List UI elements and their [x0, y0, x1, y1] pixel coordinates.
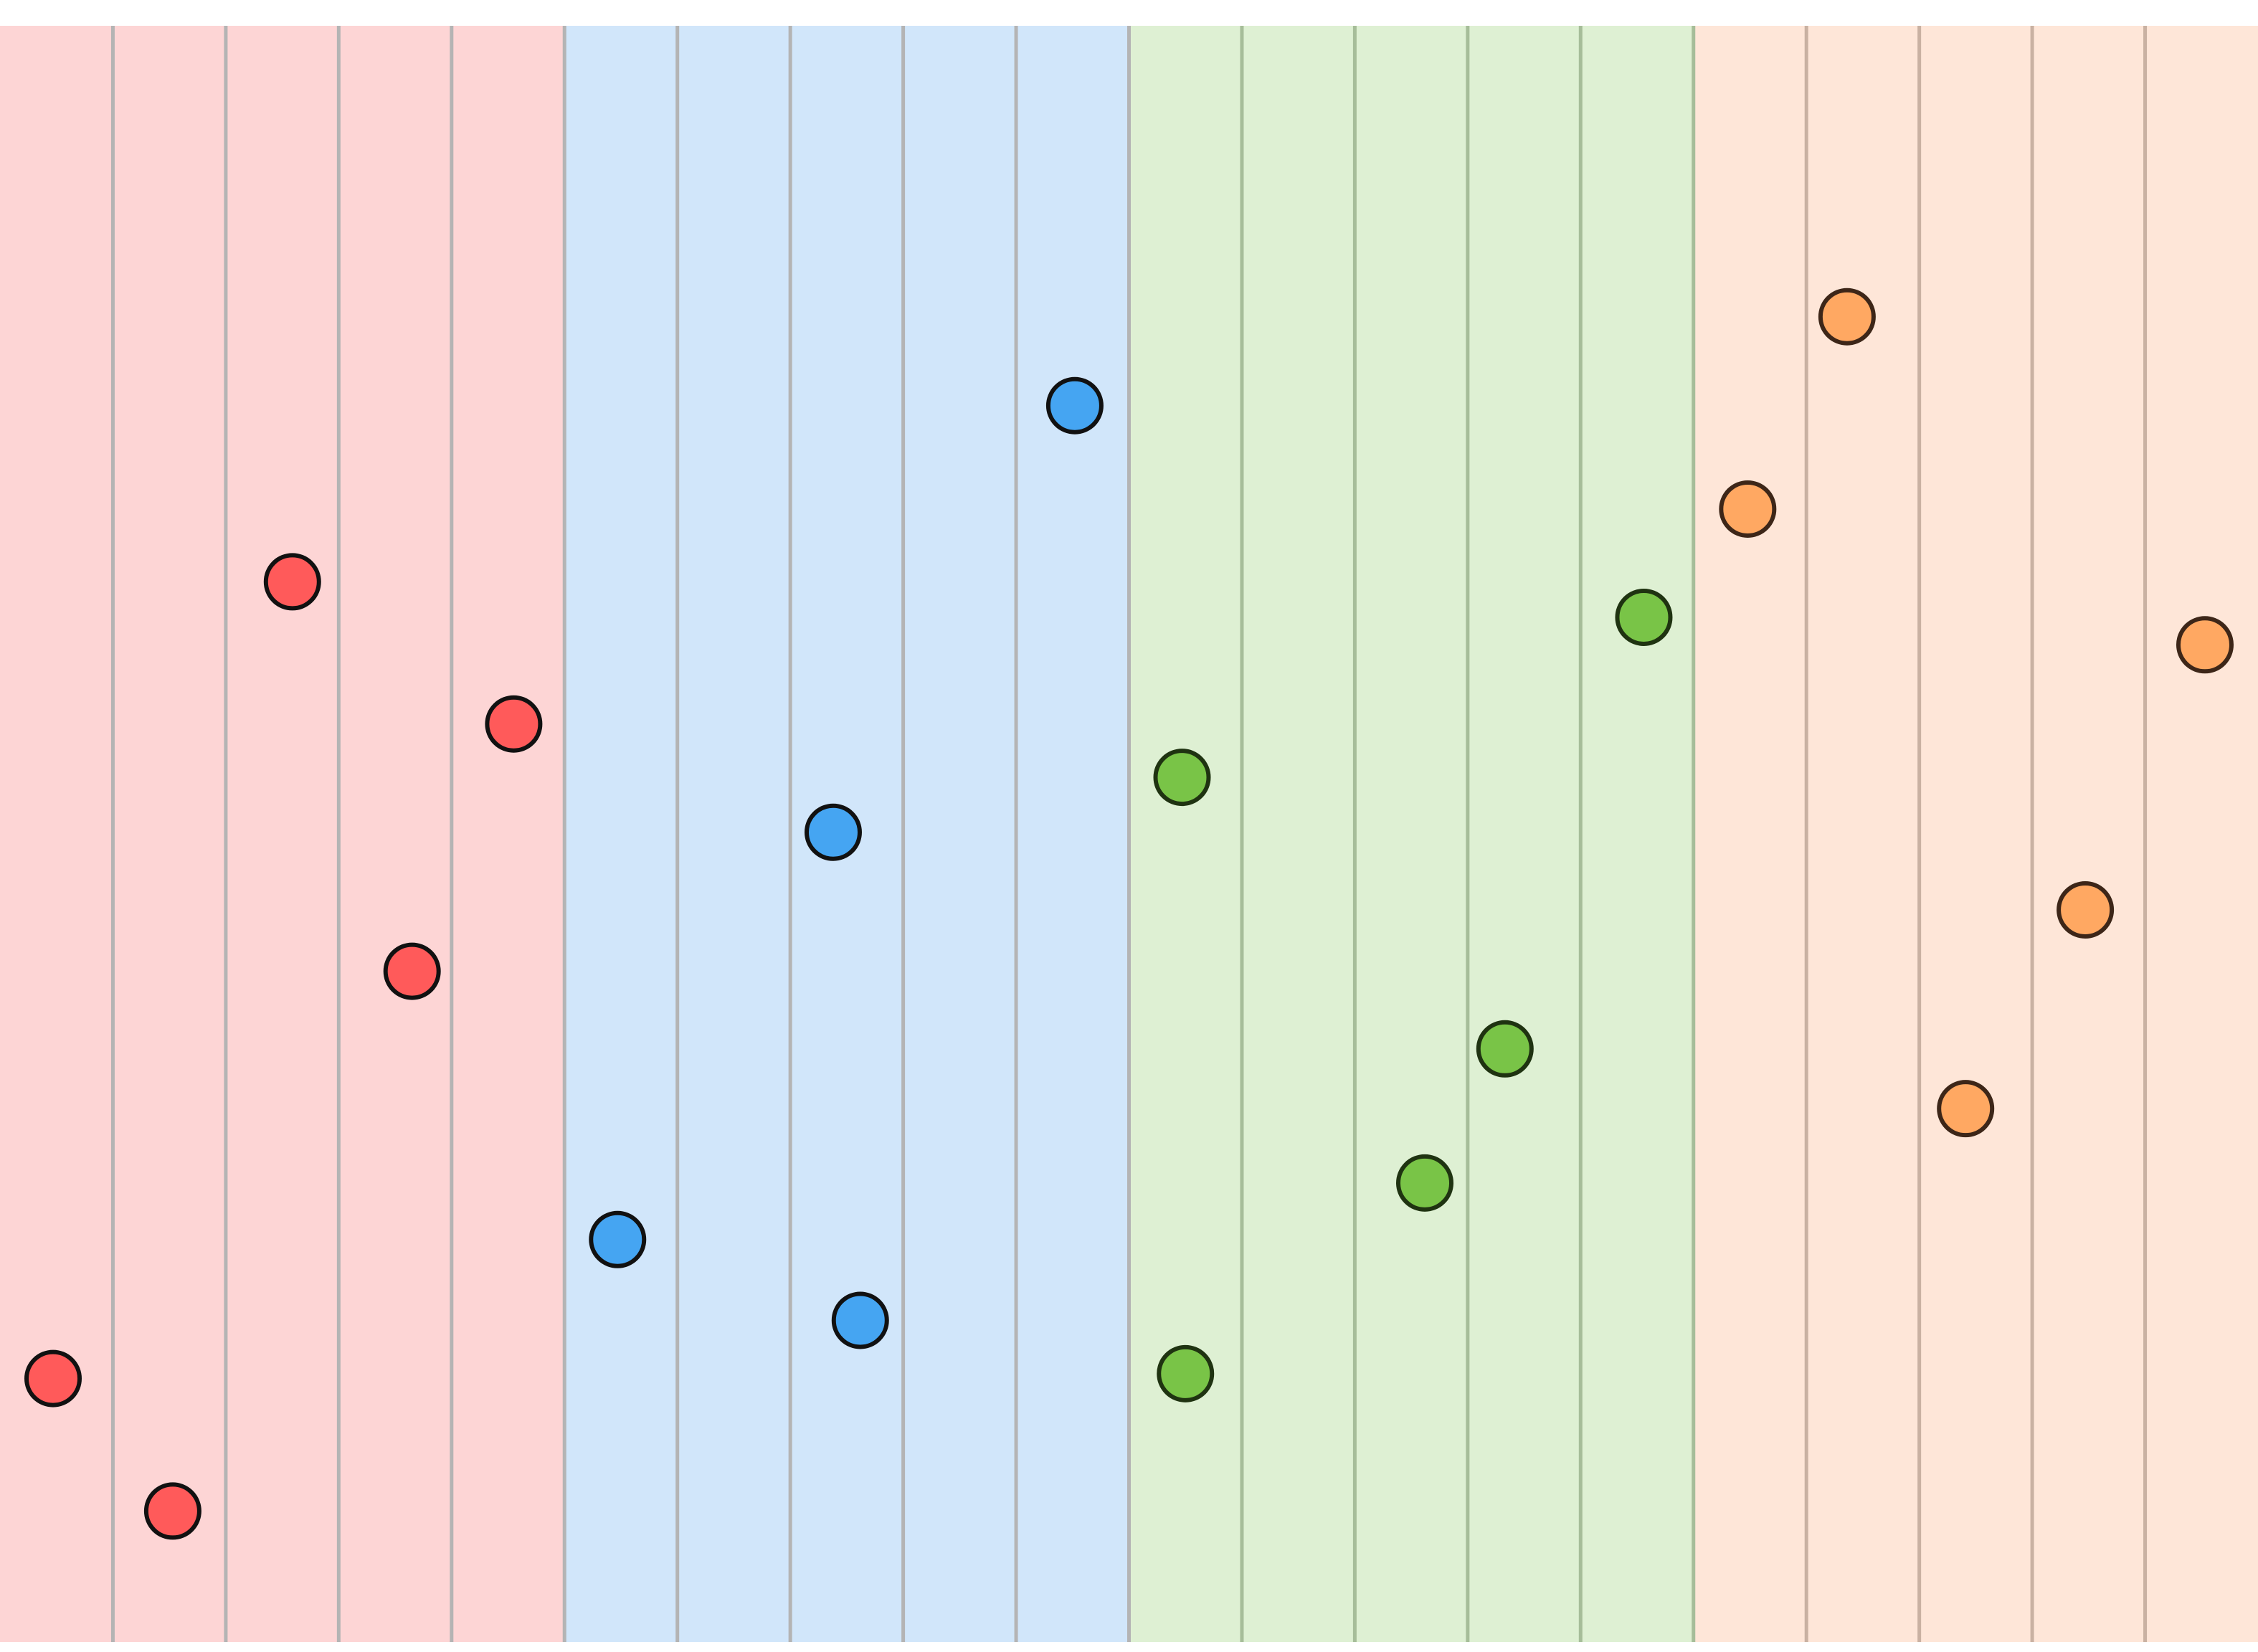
- band-red: [0, 26, 564, 1642]
- point-orange-5: [2178, 618, 2231, 671]
- point-green-5: [1617, 591, 1670, 644]
- point-red-3: [266, 555, 319, 608]
- point-green-1: [1156, 751, 1209, 804]
- point-blue-1: [591, 1213, 644, 1266]
- point-blue-2: [807, 806, 860, 859]
- point-green-2: [1159, 1347, 1212, 1400]
- point-blue-4: [1048, 379, 1101, 432]
- point-orange-1: [1721, 483, 1774, 536]
- point-red-4: [386, 945, 439, 998]
- point-green-4: [1479, 1022, 1532, 1076]
- point-red-2: [146, 1484, 199, 1537]
- point-orange-4: [2059, 883, 2112, 936]
- band-green: [1129, 26, 1694, 1642]
- point-green-3: [1398, 1157, 1451, 1210]
- point-blue-3: [834, 1293, 887, 1347]
- band-orange: [1694, 26, 2258, 1642]
- point-red-5: [487, 698, 540, 751]
- point-orange-3: [1939, 1082, 1992, 1135]
- point-orange-2: [1821, 290, 1874, 343]
- point-red-1: [27, 1352, 80, 1405]
